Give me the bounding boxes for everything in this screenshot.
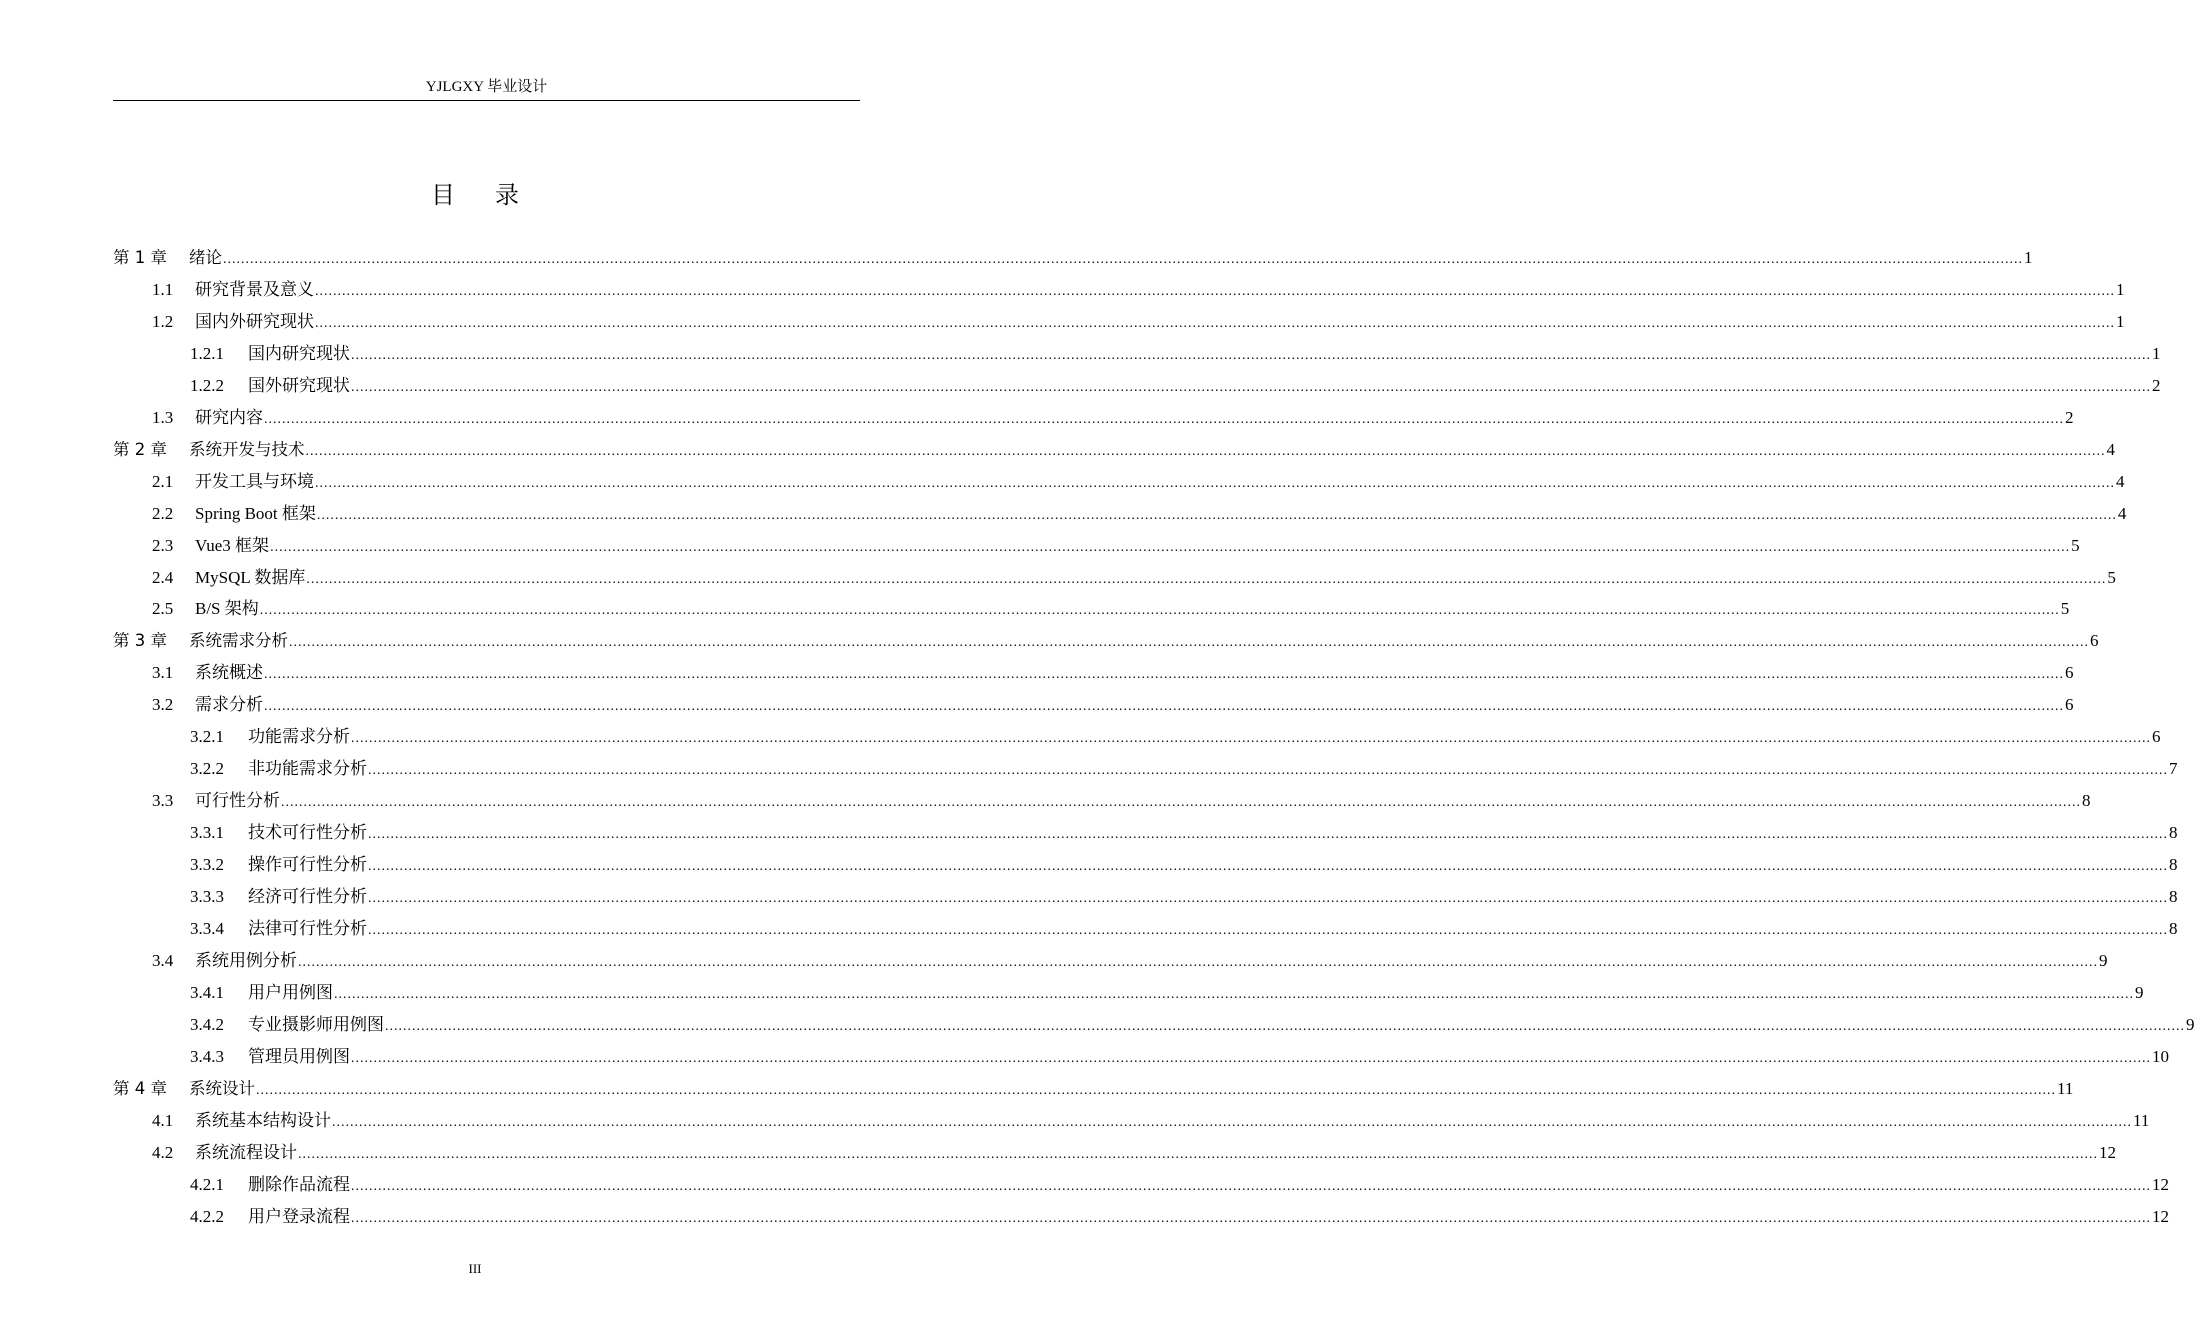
toc-entry-number: 3.1 (152, 663, 174, 683)
toc-dot-leader: ................................................................................................................................................................................................................................................................................................................................................................................................................ (289, 635, 2089, 651)
toc-dot-leader: ................................................................................................................................................................................................................................................................................................................................................................................................................ (315, 475, 2115, 491)
toc-entry-label: 系统开发与技术 (189, 439, 305, 459)
toc-entry-number: 3.3.1 (190, 823, 224, 843)
toc-entry[interactable] (152, 562, 2116, 594)
toc-entry-label: 系统设计 (189, 1078, 255, 1098)
toc-dot-leader: ................................................................................................................................................................................................................................................................................................................................................................................................................ (256, 1082, 2056, 1098)
toc-dot-leader: ................................................................................................................................................................................................................................................................................................................................................................................................................ (351, 379, 2151, 395)
toc-entry-page: 1 (2024, 248, 2033, 267)
toc-entry-page: 8 (2169, 918, 2178, 938)
toc-entry[interactable] (113, 1073, 2074, 1105)
toc-dot-leader: ................................................................................................................................................................................................................................................................................................................................................................................................................ (264, 411, 2064, 427)
toc-title (0, 178, 950, 212)
toc-entry-label: Vue3 框架 (195, 535, 270, 555)
toc-entry[interactable] (152, 274, 2125, 306)
toc-dot-leader: ................................................................................................................................................................................................................................................................................................................................................................................................................ (351, 347, 2151, 363)
toc-dot-leader: ................................................................................................................................................................................................................................................................................................................................................................................................................ (259, 603, 2060, 619)
toc-entry[interactable] (190, 913, 2178, 945)
toc-entry[interactable] (152, 689, 2074, 721)
toc-entry-page: 2 (2065, 407, 2074, 427)
toc-dot-leader: ................................................................................................................................................................................................................................................................................................................................................................................................................ (351, 1178, 2151, 1194)
toc-entry-page: 12 (2099, 1142, 2116, 1162)
toc-dot-leader: ................................................................................................................................................................................................................................................................................................................................................................................................................ (368, 891, 2168, 906)
toc-dot-leader: ................................................................................................................................................................................................................................................................................................................................................................................................................ (351, 1210, 2151, 1226)
toc-entry[interactable] (190, 370, 2161, 402)
toc-dot-leader: ................................................................................................................................................................................................................................................................................................................................................................................................................ (316, 507, 2117, 523)
toc-entry-number: 1.3 (152, 407, 174, 427)
toc-entry-number: 1.2.1 (190, 343, 224, 363)
toc-dot-leader: ................................................................................................................................................................................................................................................................................................................................................................................................................ (332, 1114, 2132, 1130)
toc-dot-leader: ................................................................................................................................................................................................................................................................................................................................................................................................................ (368, 827, 2168, 843)
toc-entry-label: B/S 架构 (195, 599, 259, 619)
toc-entry-page: 8 (2169, 887, 2178, 906)
toc-entry-label: 系统基本结构设计 (195, 1110, 331, 1130)
toc-entry-page: 5 (2107, 567, 2116, 587)
toc-entry[interactable] (190, 721, 2161, 753)
toc-entry-number: 3.4.2 (190, 1014, 224, 1034)
toc-entry[interactable] (113, 242, 2033, 274)
toc-entry-label: Spring Boot 框架 (195, 503, 316, 523)
toc-entry-page: 6 (2065, 695, 2074, 715)
toc-dot-leader: ................................................................................................................................................................................................................................................................................................................................................................................................................ (351, 1050, 2151, 1066)
toc-entry-number: 3.2.1 (190, 727, 224, 747)
toc-entry-label: 系统流程设计 (195, 1142, 297, 1162)
toc-entry-label: 操作可行性分析 (248, 855, 367, 875)
toc-entry-label: 需求分析 (195, 695, 263, 715)
toc-dot-leader: ................................................................................................................................................................................................................................................................................................................................................................................................................ (334, 986, 2134, 1002)
header-text: YJLGXY 毕业设计 (425, 79, 548, 95)
toc-entry-number: 2.2 (152, 503, 174, 523)
toc-dot-leader: ................................................................................................................................................................................................................................................................................................................................................................................................................ (298, 1146, 2098, 1162)
toc-entry-number: 3.4.3 (190, 1046, 224, 1066)
toc-entry[interactable] (113, 434, 2115, 466)
toc-entry-page: 5 (2071, 535, 2080, 555)
toc-entry[interactable] (152, 306, 2125, 338)
toc-entry-page: 6 (2152, 727, 2161, 747)
toc-entry-page: 12 (2152, 1174, 2169, 1194)
toc-entry-number: 3.4.1 (190, 982, 224, 1002)
toc-entry-label: 系统需求分析 (189, 631, 288, 651)
toc-entry-number: 3.2 (152, 695, 174, 715)
toc-entry-page: 9 (2186, 1014, 2195, 1034)
toc-entry-number: 2.5 (152, 599, 174, 619)
toc-entry-page: 1 (2116, 311, 2125, 331)
toc-dot-leader: ................................................................................................................................................................................................................................................................................................................................................................................................................ (306, 571, 2107, 587)
toc-entry-number: 第 2 章 (113, 439, 167, 459)
toc-entry-label: 功能需求分析 (248, 727, 350, 747)
toc-entry-label: 用户登录流程 (248, 1206, 350, 1226)
toc-entry-label: 研究背景及意义 (195, 279, 314, 299)
toc-entry-page: 8 (2169, 823, 2178, 843)
toc-entry[interactable] (190, 1041, 2169, 1073)
page-footer (0, 1260, 950, 1278)
toc-entry-number: 第 3 章 (113, 631, 167, 651)
toc-entry-label: 系统用例分析 (195, 950, 297, 970)
toc-entry[interactable] (190, 881, 2178, 913)
toc-entry-number: 2.3 (152, 535, 174, 555)
toc-entry-number: 2.4 (152, 567, 174, 587)
toc-dot-leader: ................................................................................................................................................................................................................................................................................................................................................................................................................ (298, 954, 2098, 970)
toc-entry-page: 10 (2152, 1046, 2169, 1066)
toc-dot-leader: ................................................................................................................................................................................................................................................................................................................................................................................................................ (270, 539, 2071, 555)
toc-entry-page: 9 (2099, 950, 2108, 970)
toc-entry-page: 8 (2169, 855, 2178, 875)
toc-title-part2: 录 (495, 181, 519, 209)
toc-entry[interactable] (190, 977, 2144, 1009)
footer-page-number: III (468, 1261, 482, 1276)
toc-entry[interactable] (152, 785, 2091, 817)
toc-entry-page: 4 (2117, 503, 2127, 523)
toc-entry-label: 开发工具与环境 (195, 471, 314, 491)
toc-entry-number: 4.2 (152, 1142, 174, 1162)
toc-entry-number: 3.2.2 (190, 759, 224, 779)
toc-entry-label: 经济可行性分析 (248, 887, 367, 906)
toc-dot-leader: ................................................................................................................................................................................................................................................................................................................................................................................................................ (368, 859, 2168, 875)
toc-entry[interactable] (152, 466, 2125, 498)
toc-dot-leader: ................................................................................................................................................................................................................................................................................................................................................................................................................ (305, 443, 2106, 459)
toc-entry[interactable] (190, 1009, 2195, 1041)
toc-entry-number: 第 4 章 (113, 1078, 167, 1098)
toc-entry-page: 4 (2116, 471, 2125, 491)
toc-entry-label: 国内外研究现状 (195, 311, 314, 331)
toc-entry-number: 1.2.2 (190, 375, 224, 395)
toc-entry-number: 1.2 (152, 311, 174, 331)
toc-entry[interactable] (190, 753, 2178, 785)
toc-dot-leader: ................................................................................................................................................................................................................................................................................................................................................................................................................ (223, 252, 2023, 267)
toc-entry[interactable] (152, 657, 2074, 689)
toc-entry-number: 3.3.3 (190, 887, 224, 906)
toc-entry-label: 系统概述 (195, 663, 263, 683)
toc-entry-page: 11 (2057, 1078, 2074, 1098)
toc-entry[interactable] (152, 1137, 2116, 1169)
toc-entry-number: 3.4 (152, 950, 174, 970)
toc-entry[interactable] (152, 593, 2070, 625)
toc-entry-label: 非功能需求分析 (248, 759, 367, 779)
toc-entry-label: 管理员用例图 (248, 1046, 350, 1066)
toc-entry-label: 专业摄影师用例图 (248, 1014, 384, 1034)
toc-dot-leader: ................................................................................................................................................................................................................................................................................................................................................................................................................ (368, 922, 2168, 938)
toc-entry[interactable] (190, 849, 2178, 881)
toc-entry-page: 4 (2106, 439, 2115, 459)
toc-entry-page: 12 (2152, 1206, 2169, 1226)
toc-dot-leader: ................................................................................................................................................................................................................................................................................................................................................................................................................ (368, 763, 2168, 779)
toc-entry-label: 可行性分析 (195, 791, 280, 811)
toc-entry-page: 5 (2060, 599, 2070, 619)
toc-entry-label: 技术可行性分析 (248, 823, 367, 843)
toc-dot-leader: ................................................................................................................................................................................................................................................................................................................................................................................................................ (351, 731, 2151, 747)
toc-entry[interactable] (152, 530, 2080, 562)
toc-entry-label: MySQL 数据库 (195, 567, 306, 587)
toc-entry-number: 3.3.2 (190, 855, 224, 875)
toc-entry[interactable] (152, 498, 2127, 530)
toc-entry-label: 用户用例图 (248, 982, 333, 1002)
toc-dot-leader: ................................................................................................................................................................................................................................................................................................................................................................................................................ (264, 699, 2064, 715)
toc-entry-number: 2.1 (152, 471, 174, 491)
toc-dot-leader: ................................................................................................................................................................................................................................................................................................................................................................................................................ (385, 1018, 2185, 1034)
toc-entry-page: 6 (2065, 663, 2074, 683)
page-header (113, 76, 860, 101)
toc-entry-number: 4.2.1 (190, 1174, 224, 1194)
toc-entry-label: 绪论 (189, 248, 222, 267)
toc-entry[interactable] (152, 402, 2074, 434)
toc-entry-label: 删除作品流程 (248, 1174, 350, 1194)
toc-entry-number: 3.3.4 (190, 918, 224, 938)
toc-entry-number: 3.3 (152, 791, 174, 811)
toc-entry-number: 第 1 章 (113, 248, 167, 267)
toc-entry-page: 6 (2090, 631, 2099, 651)
toc-entry-label: 国外研究现状 (248, 375, 350, 395)
toc-entry[interactable] (190, 338, 2161, 370)
toc-title-part1: 目 (431, 181, 455, 209)
toc-dot-leader: ................................................................................................................................................................................................................................................................................................................................................................................................................ (264, 667, 2064, 683)
toc-entry[interactable] (190, 1169, 2169, 1201)
toc-entry-page: 11 (2133, 1110, 2150, 1130)
toc-entry[interactable] (190, 817, 2178, 849)
toc-entry[interactable] (190, 1201, 2169, 1233)
toc-entry-page: 8 (2082, 791, 2091, 811)
toc-dot-leader: ................................................................................................................................................................................................................................................................................................................................................................................................................ (315, 283, 2115, 299)
toc-entry-label: 研究内容 (195, 407, 263, 427)
toc-entry-label: 法律可行性分析 (248, 918, 367, 938)
toc-entry-page: 7 (2169, 759, 2178, 779)
toc-entry-label: 国内研究现状 (248, 343, 350, 363)
toc-entry-number: 4.2.2 (190, 1206, 224, 1226)
toc-entry[interactable] (113, 625, 2099, 657)
toc-entry[interactable] (152, 945, 2108, 977)
toc-dot-leader: ................................................................................................................................................................................................................................................................................................................................................................................................................ (315, 315, 2115, 331)
toc-dot-leader: ................................................................................................................................................................................................................................................................................................................................................................................................................ (281, 795, 2081, 811)
toc-entry-page: 1 (2152, 343, 2161, 363)
toc-entry-page: 9 (2135, 982, 2144, 1002)
toc-entry[interactable] (152, 1105, 2150, 1137)
toc-entry-page: 2 (2152, 375, 2161, 395)
toc-entry-number: 1.1 (152, 279, 174, 299)
toc-entry-number: 4.1 (152, 1110, 174, 1130)
toc-entry-page: 1 (2116, 279, 2125, 299)
